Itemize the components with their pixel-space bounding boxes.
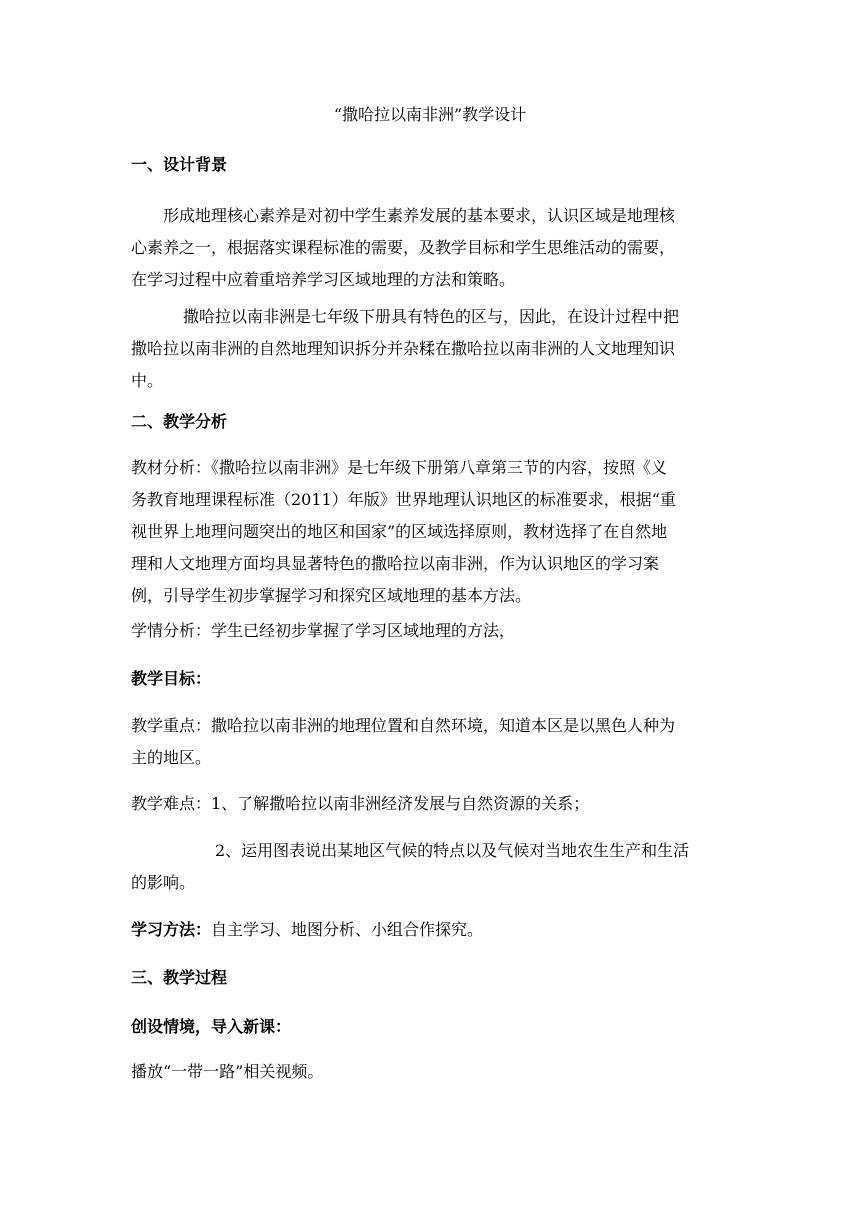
paragraph-line: 理和人文地理方面均具显著特色的撒哈拉以南非洲，作为认识地区的学习案 — [131, 554, 660, 573]
paragraph-key-points — [131, 710, 731, 774]
paragraph-line: 形成地理核心素养是对初中学生素养发展的基本要求，认识区域是地理核 — [163, 206, 676, 225]
paragraph-line: 视世界上地理问题突出的地区和国家”的区域选择原则，教材选择了在自然地 — [131, 522, 668, 541]
paragraph-line: 撒哈拉以南非洲是七年级下册具有特色的区与，因此，在设计过程中把 — [183, 307, 680, 326]
paragraph-intro — [131, 1056, 731, 1088]
paragraph-line — [131, 914, 731, 946]
paragraph-line: 教学难点：1、了解撒哈拉以南非洲经济发展与自然资源的关系； — [131, 794, 590, 813]
paragraph-line: 中。 — [131, 371, 164, 390]
paragraph-line: 在学习过程中应着重培养学习区域地理的方法和策略。 — [131, 270, 516, 289]
paragraph-line: 务教育地理课程标准（2011）年版》世界地理认识地区的标准要求，根据“重 — [131, 490, 676, 509]
methods-label: 学习方法： — [131, 920, 212, 939]
paragraph-methods — [131, 914, 731, 946]
paragraph-background-2 — [131, 301, 731, 397]
paragraph-textbook-analysis — [131, 452, 731, 612]
paragraph-line: 教材分析：《撒哈拉以南非洲》是七年级下册第八章第三节的内容，按照《义 — [131, 458, 668, 477]
paragraph-line: 2、运用图表说出某地区气候的特点以及气候对当地农生生产和生活 — [215, 841, 690, 860]
objectives-heading: 教学目标： — [131, 669, 212, 688]
paragraph-line: 撒哈拉以南非洲的自然地理知识拆分并杂糅在撒哈拉以南非洲的人文地理知识 — [131, 339, 676, 358]
paragraph-line: 教学重点：撒哈拉以南非洲的地理位置和自然环境，知道本区是以黑色人种为 — [131, 716, 676, 735]
paragraph-line: 心素养之一，根据落实课程标准的需要，及教学目标和学生思维活动的需要， — [131, 238, 676, 257]
section-heading-process: 三、教学过程 — [131, 968, 228, 987]
paragraph-line: 例，引导学生初步掌握学习和探究区域地理的基本方法。 — [131, 586, 532, 605]
paragraph-line: 学情分析：学生已经初步掌握了学习区域地理的方法， — [131, 621, 516, 640]
paragraph-background-1 — [131, 200, 731, 296]
paragraph-difficulties-2 — [131, 835, 731, 899]
section-heading-analysis: 二、教学分析 — [131, 412, 228, 431]
intro-heading: 创设情境，导入新课： — [131, 1017, 292, 1036]
paragraph-difficulties-1 — [131, 788, 731, 820]
paragraph-line: 主的地区。 — [131, 748, 212, 767]
methods-text: 自主学习、地图分析、小组合作探究。 — [211, 920, 484, 939]
paragraph-line: 的影响。 — [131, 873, 196, 892]
section-heading-background: 一、设计背景 — [131, 155, 228, 174]
document-title: “撒哈拉以南非洲”教学设计 — [333, 105, 527, 124]
paragraph-line: 播放“一带一路”相关视频。 — [131, 1062, 324, 1081]
paragraph-student-analysis — [131, 615, 731, 647]
